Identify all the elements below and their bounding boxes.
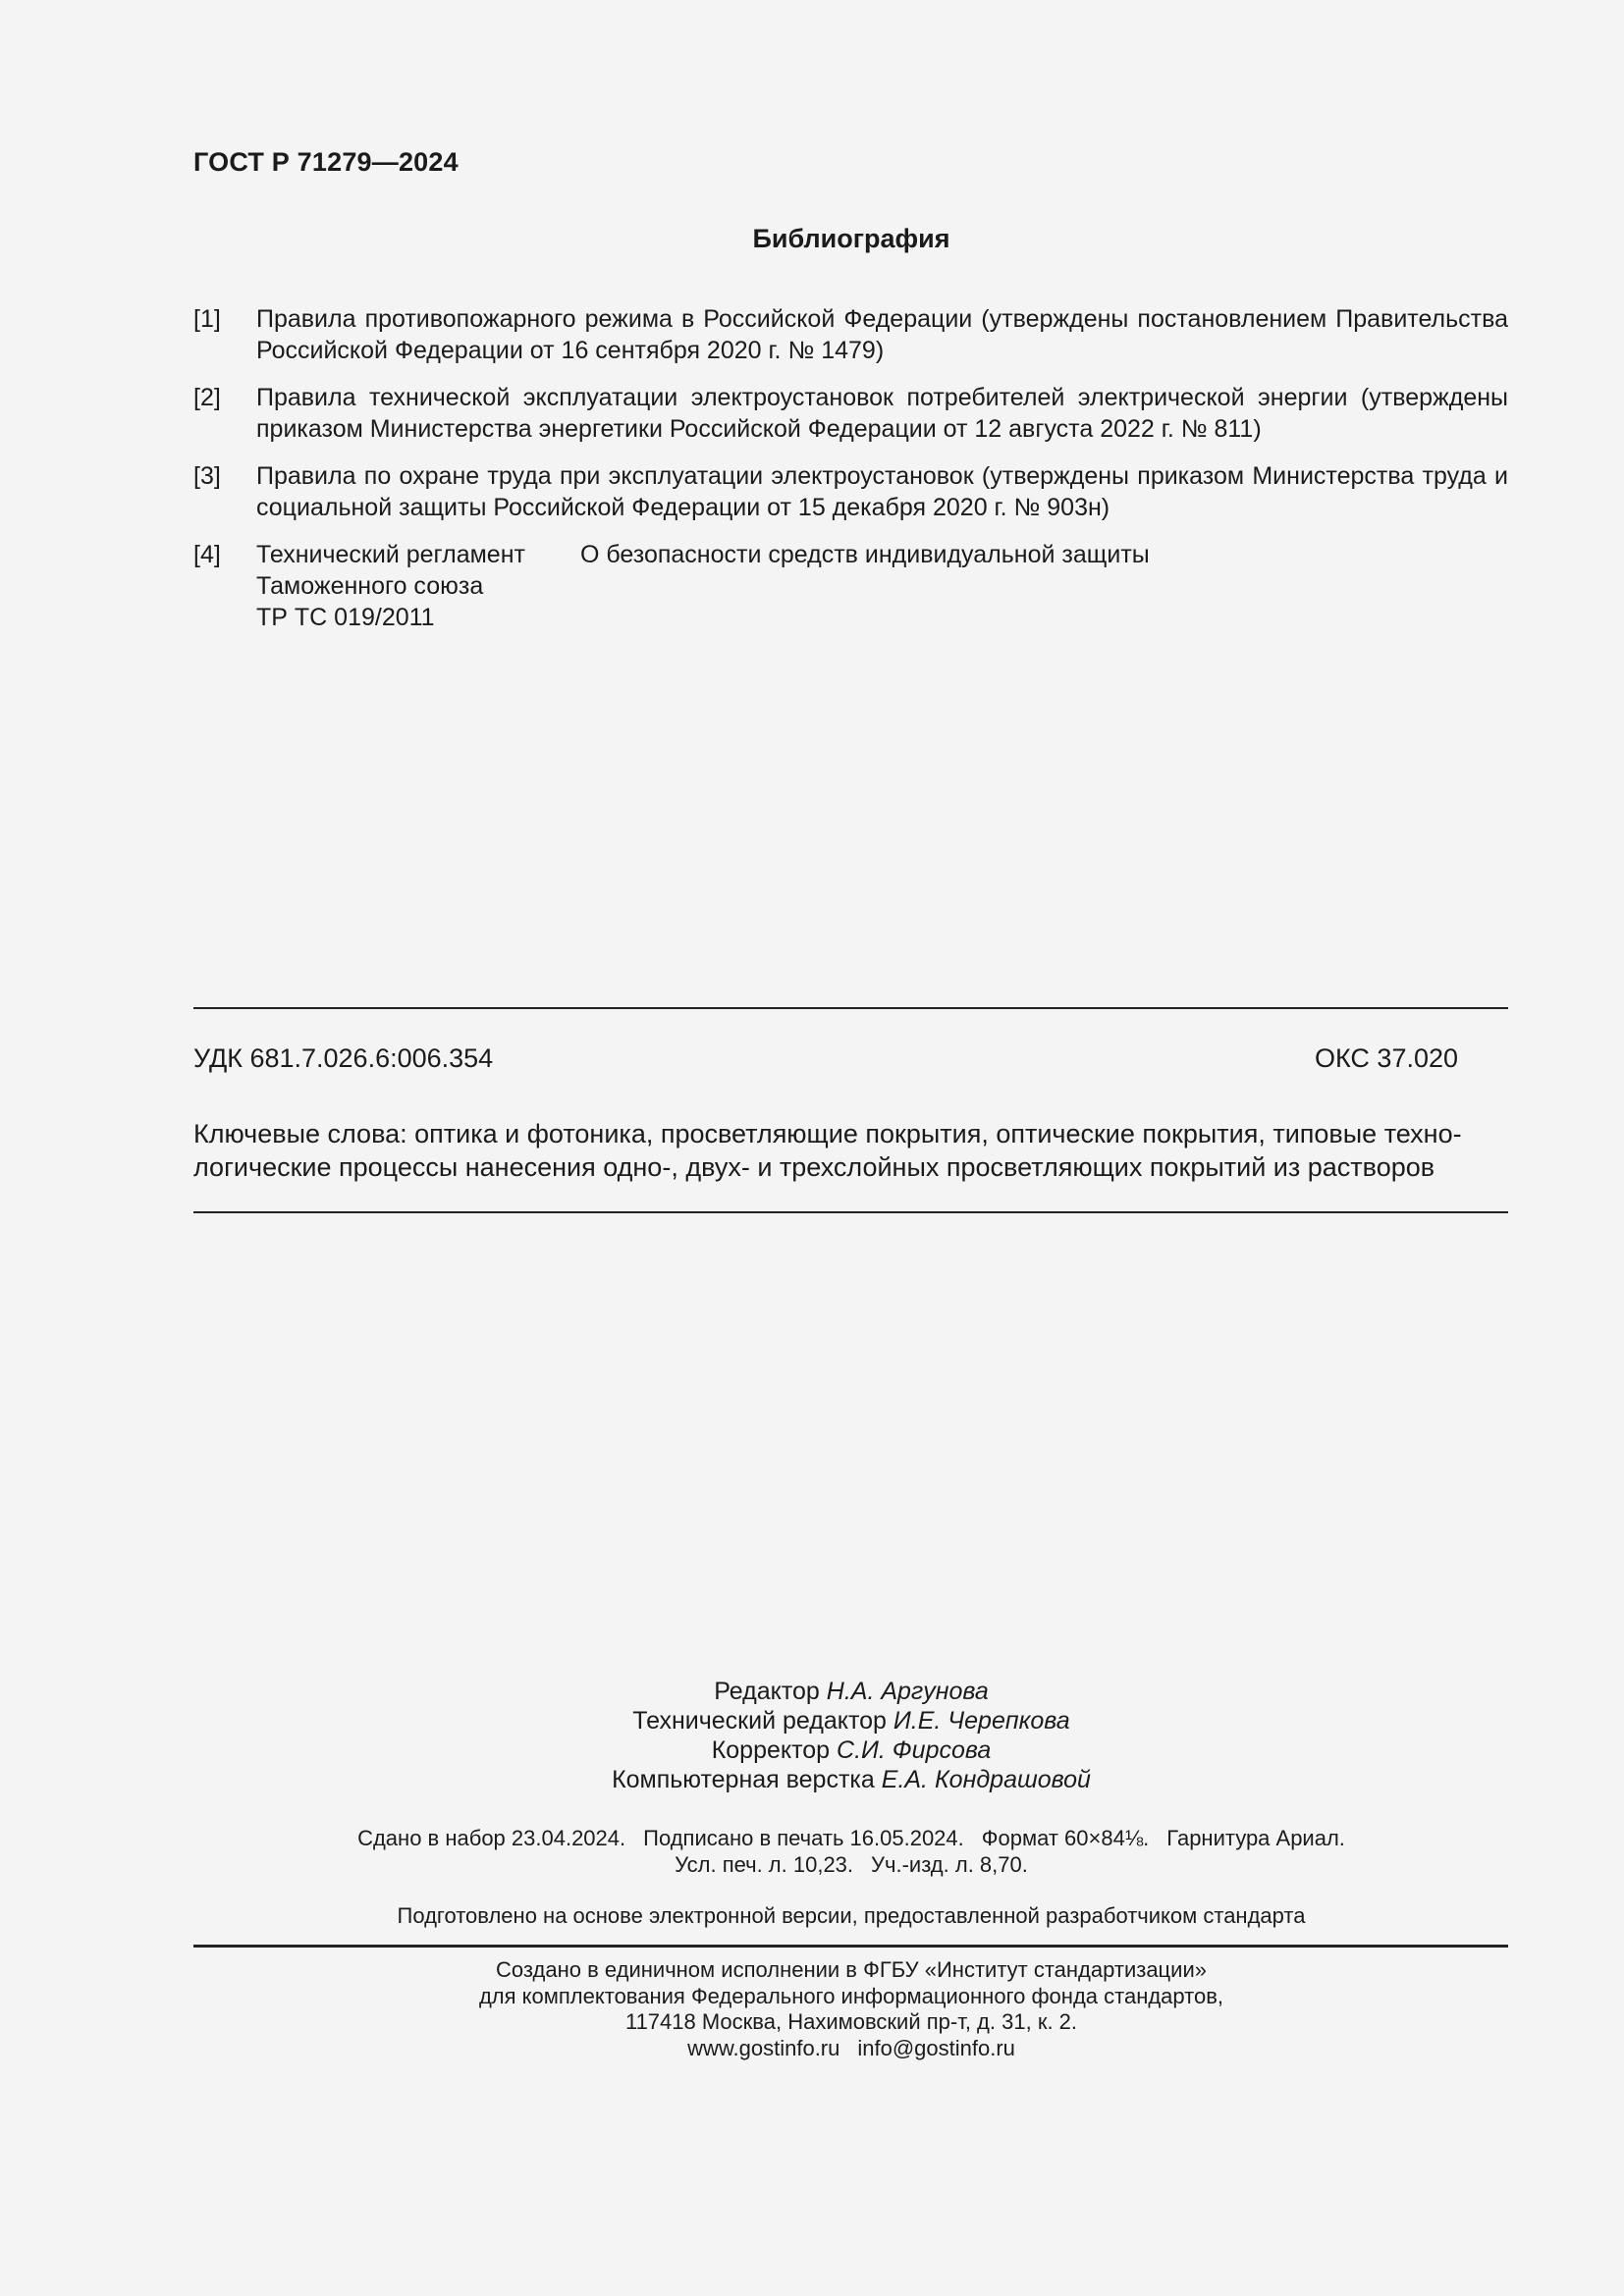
- regulation-title: О безопасности средств индивидуальной защиты: [580, 541, 1150, 568]
- oks-code: ОКС 37.020: [1315, 1043, 1459, 1073]
- reference-text: Правила по охране труда при эксплуатации электроустановок (утверждены приказом Министерства труда и социальной защиты Российской Федерации от 15 декабря 2020 г. № 903н): [256, 462, 1508, 521]
- created-line: Создано в единичном исполнении в ФГБУ «Институт стандартизации»: [496, 1957, 1207, 1982]
- reference-number: [2]: [193, 384, 221, 411]
- reference-number: [1]: [193, 305, 221, 333]
- email-link[interactable]: info@gostinfo.ru: [857, 2036, 1015, 2060]
- contacts: [0, 2036, 1624, 2061]
- created-line: 117418 Москва, Нахимовский пр-т, д. 31, к. 2.: [624, 2009, 1078, 2034]
- divider: [193, 1007, 1508, 1009]
- bibliography-item: [193, 303, 1508, 366]
- staff-line-layout: Компьютерная верстка Е.А. Кондрашовой: [612, 1766, 1091, 1793]
- reference-text: Правила технической эксплуатации электроустановок потребителей электрической энергии (утверждены приказом Министерства энергетики Российской Федерации от 12 августа 2022 г. № 811): [256, 384, 1508, 443]
- regulation-designation: Технический регламент Таможенного союза ТР ТС 019/2011: [256, 541, 525, 631]
- imprint-line: Усл. печ. л. 10,23. Уч.-изд. л. 8,70.: [675, 1852, 1028, 1877]
- imprint-line: Сдано в набор 23.04.2024. Подписано в печать 16.05.2024. Формат 60×84⅛. Гарнитура Ариал.: [357, 1826, 1345, 1850]
- staff-line-corrector: Корректор С.И. Фирсова: [711, 1736, 992, 1764]
- bibliography-item: [193, 382, 1508, 445]
- created-line: для комплектования Федерального информационного фонда стандартов,: [478, 1984, 1224, 2008]
- bibliography-item: [193, 460, 1508, 523]
- prepared-note: Подготовлено на основе электронной версии, предоставленной разработчиком стандарта: [397, 1903, 1306, 1928]
- udk-code: УДК 681.7.026.6:006.354: [193, 1043, 494, 1073]
- bibliography-title: Библиография: [752, 224, 950, 253]
- reference-text: Правила противопожарного режима в Российской Федерации (утверждены постановлением Правительства Российской Федерации от 16 сентября 2020 г. № 1479): [256, 305, 1508, 364]
- keywords: Ключевые слова: оптика и фотоника, просветляющие покрытия, оптические покрытия, типовые техно- логические процессы нанесения одно-, двух- и трехслойных просветляющих покрытий из растворов: [193, 1119, 1462, 1182]
- divider: [193, 1945, 1508, 1948]
- website-link[interactable]: www.gostinfo.ru: [687, 2036, 840, 2060]
- divider: [193, 1211, 1508, 1213]
- reference-number: [4]: [193, 541, 221, 568]
- document-header: ГОСТ Р 71279—2024: [193, 147, 459, 177]
- staff-line-editor: Редактор Н.А. Аргунова: [714, 1678, 989, 1705]
- bibliography-item: [193, 539, 1508, 633]
- staff-line-tech-editor: Технический редактор И.Е. Черепкова: [632, 1707, 1070, 1735]
- reference-number: [3]: [193, 462, 221, 490]
